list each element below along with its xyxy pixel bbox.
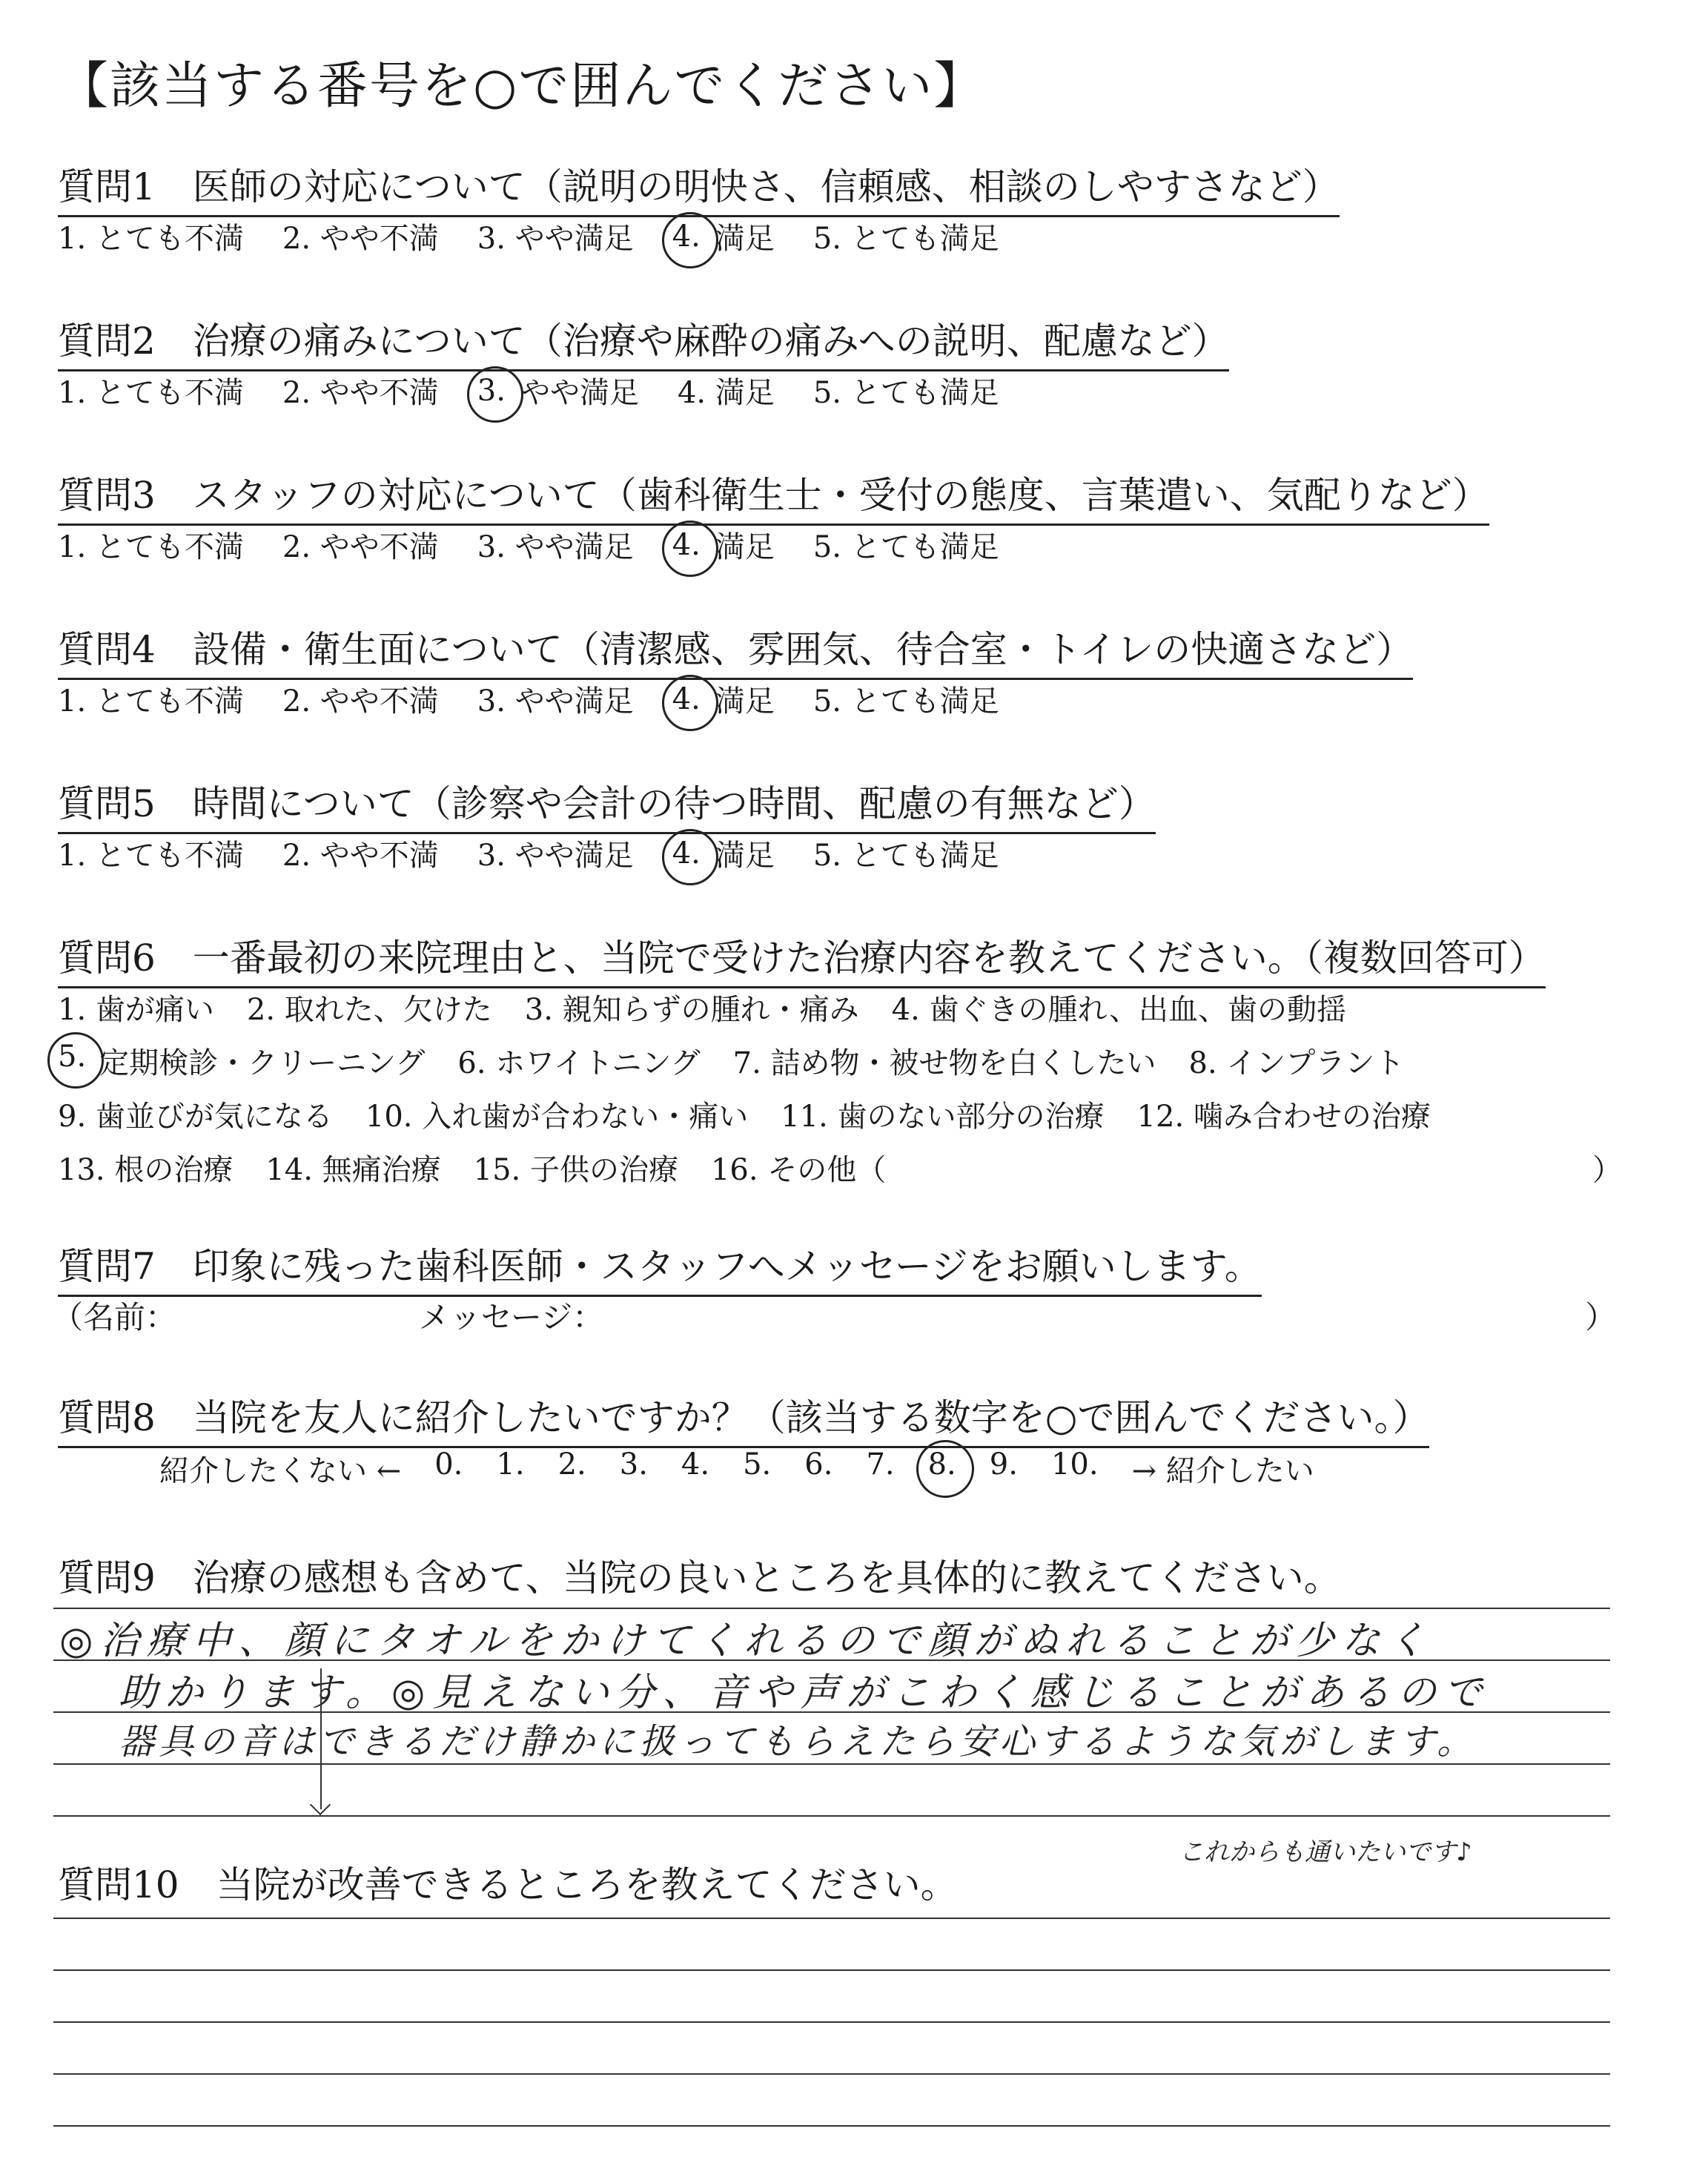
q5-option-2[interactable]: 2. やや不満 (282, 839, 439, 873)
q8-option-10[interactable]: 10. (1050, 1447, 1099, 1482)
question-10-title: 質問10 当院が改善できるところを教えてください。 (58, 1863, 958, 1906)
q3-option-2[interactable]: 2. やや不満 (282, 530, 439, 564)
q9-handwritten-note: これからも通いたいです♪ (1179, 1837, 1472, 1867)
q1-option-3[interactable]: 3. やや満足 (477, 222, 634, 256)
q9-handwritten-line-2: 助かります。◎見えない分、音や声がこわく感じることがあるので (119, 1671, 1490, 1715)
handwritten-arrow (320, 1668, 322, 1809)
q7-name-label: （名前： (52, 1299, 177, 1335)
page-heading: 【該当する番号を○で囲んでください】 (58, 57, 986, 116)
q8-option-2[interactable]: 2. (557, 1447, 586, 1482)
question-1-title: 質問1 医師の対応について（説明の明快さ、信頼感、相談のしやすさなど） (58, 157, 1340, 217)
q6-option-13[interactable]: 13. 根の治療 (58, 1153, 234, 1187)
q2-option-3-circled[interactable]: 3. (477, 373, 506, 408)
q6-option-9[interactable]: 9. 歯並びが気になる (58, 1100, 333, 1134)
q1-option-4-label: 満足 (715, 222, 775, 256)
q5-option-1[interactable]: 1. とても不満 (58, 839, 244, 873)
answer-line (53, 2073, 1610, 2075)
q1-option-4-circled[interactable]: 4. (672, 219, 701, 254)
q6-option-16[interactable]: 16. その他（ (710, 1153, 887, 1187)
answer-line (53, 1969, 1610, 1971)
question-7-fields (52, 1293, 1631, 1338)
q8-option-6[interactable]: 6. (804, 1447, 833, 1482)
question-6-row-2 (58, 1040, 1437, 1082)
q6-option-7[interactable]: 7. 詰め物・被せ物を白くしたい (732, 1046, 1156, 1080)
q6-option-5-label: 定期検診・クリーニング (99, 1046, 426, 1080)
q2-option-1[interactable]: 1. とても不満 (58, 376, 244, 410)
q8-option-1[interactable]: 1. (496, 1447, 525, 1482)
question-8-scale (159, 1447, 1348, 1490)
question-8-title: 質問8 当院を友人に紹介したいですか？（該当する数字を○で囲んでください。） (58, 1388, 1429, 1448)
question-2-title: 質問2 治療の痛みについて（治療や麻酔の痛みへの説明、配慮など） (58, 311, 1229, 371)
answer-line (53, 1815, 1610, 1817)
question-7-title: 質問7 印象に残った歯科医師・スタッフへメッセージをお願いします。 (58, 1237, 1262, 1297)
q5-option-4-label: 満足 (715, 839, 775, 873)
question-9-title: 質問9 治療の感想も含めて、当院の良いところを具体的に教えてください。 (58, 1556, 1341, 1599)
q8-right-label: → 紹介したい (1131, 1454, 1314, 1488)
q9-handwritten-line-3: 器具の音はできるだけ静かに扱ってもらえたら安心するような気がします。 (119, 1721, 1477, 1763)
q4-option-1[interactable]: 1. とても不満 (58, 684, 244, 719)
question-5-options (58, 832, 1038, 874)
q8-option-3[interactable]: 3. (619, 1447, 648, 1482)
q7-close-paren: ） (1584, 1299, 1616, 1335)
question-3-title: 質問3 スタッフの対応について（歯科衛生士・受付の態度、言葉遣い、気配りなど） (58, 466, 1489, 526)
question-3-options (58, 524, 1038, 566)
q8-option-0[interactable]: 0. (434, 1447, 463, 1482)
q6-other-close-paren: ） (1592, 1153, 1622, 1187)
question-4-title: 質問4 設備・衛生面について（清潔感、雰囲気、待合室・トイレの快適さなど） (58, 620, 1413, 680)
q4-option-5[interactable]: 5. とても満足 (812, 684, 999, 719)
q2-option-5[interactable]: 5. とても満足 (812, 376, 999, 410)
q4-option-4-circled[interactable]: 4. (672, 681, 701, 716)
q6-option-8[interactable]: 8. インプラント (1188, 1046, 1405, 1080)
q8-option-5[interactable]: 5. (743, 1447, 772, 1482)
q6-option-15[interactable]: 15. 子供の治療 (473, 1153, 678, 1187)
q8-left-label: 紹介したくない ← (159, 1454, 402, 1488)
q1-option-5[interactable]: 5. とても満足 (812, 222, 999, 256)
q4-option-3[interactable]: 3. やや満足 (477, 684, 634, 719)
q6-option-1[interactable]: 1. 歯が痛い (58, 993, 214, 1027)
q6-option-10[interactable]: 10. 入れ歯が合わない・痛い (365, 1100, 749, 1134)
q9-handwritten-line-1: ◎治療中、顔にタオルをかけてくれるので顔がぬれることが少なく (59, 1619, 1434, 1663)
q6-option-6[interactable]: 6. ホワイトニング (457, 1046, 701, 1080)
q1-option-2[interactable]: 2. やや不満 (282, 222, 439, 256)
question-6-row-3 (58, 1093, 1463, 1135)
answer-line (53, 1918, 1610, 1919)
question-6-title: 質問6 一番最初の来院理由と、当院で受けた治療内容を教えてください。（複数回答可） (58, 928, 1546, 988)
q4-option-2[interactable]: 2. やや不満 (282, 684, 439, 719)
q8-option-9[interactable]: 9. (989, 1447, 1018, 1482)
q8-option-4[interactable]: 4. (681, 1447, 710, 1482)
question-1-options (58, 215, 1038, 257)
answer-line (53, 2021, 1610, 2023)
q3-option-4-circled[interactable]: 4. (672, 527, 701, 562)
q6-option-5-circled[interactable]: 5. (58, 1040, 86, 1082)
q6-option-12[interactable]: 12. 噛み合わせの治療 (1136, 1100, 1431, 1134)
q3-option-5[interactable]: 5. とても満足 (812, 530, 999, 564)
q3-option-4-label: 満足 (715, 530, 775, 564)
q7-message-label: メッセージ： (418, 1299, 604, 1335)
question-4-options (58, 678, 1038, 720)
answer-line (53, 2125, 1610, 2127)
q8-option-8-circled[interactable]: 8. (928, 1447, 956, 1490)
q3-option-1[interactable]: 1. とても不満 (58, 530, 244, 564)
q3-option-3[interactable]: 3. やや満足 (477, 530, 634, 564)
q5-option-3[interactable]: 3. やや満足 (477, 839, 634, 873)
q2-option-2[interactable]: 2. やや不満 (282, 376, 439, 410)
q2-option-4[interactable]: 4. 満足 (677, 376, 775, 410)
question-2-options (58, 369, 1038, 412)
q6-option-11[interactable]: 11. 歯のない部分の治療 (781, 1100, 1105, 1134)
q5-option-4-circled[interactable]: 4. (672, 836, 701, 871)
question-6-row-1 (58, 986, 1379, 1028)
question-6-row-4 (58, 1146, 1637, 1189)
q6-option-2[interactable]: 2. 取れた、欠けた (246, 993, 492, 1027)
q2-option-3-label: やや満足 (520, 376, 639, 410)
q1-option-1[interactable]: 1. とても不満 (58, 222, 244, 256)
question-5-title: 質問5 時間について（診察や会計の待つ時間、配慮の有無など） (58, 774, 1156, 834)
q8-option-7[interactable]: 7. (866, 1447, 895, 1482)
q6-option-3[interactable]: 3. 親知らずの腫れ・痛み (524, 993, 859, 1027)
q6-option-4[interactable]: 4. 歯ぐきの腫れ、出血、歯の動揺 (891, 993, 1346, 1027)
q5-option-5[interactable]: 5. とても満足 (812, 839, 999, 873)
q6-option-14[interactable]: 14. 無痛治療 (265, 1153, 441, 1187)
q4-option-4-label: 満足 (715, 684, 775, 719)
